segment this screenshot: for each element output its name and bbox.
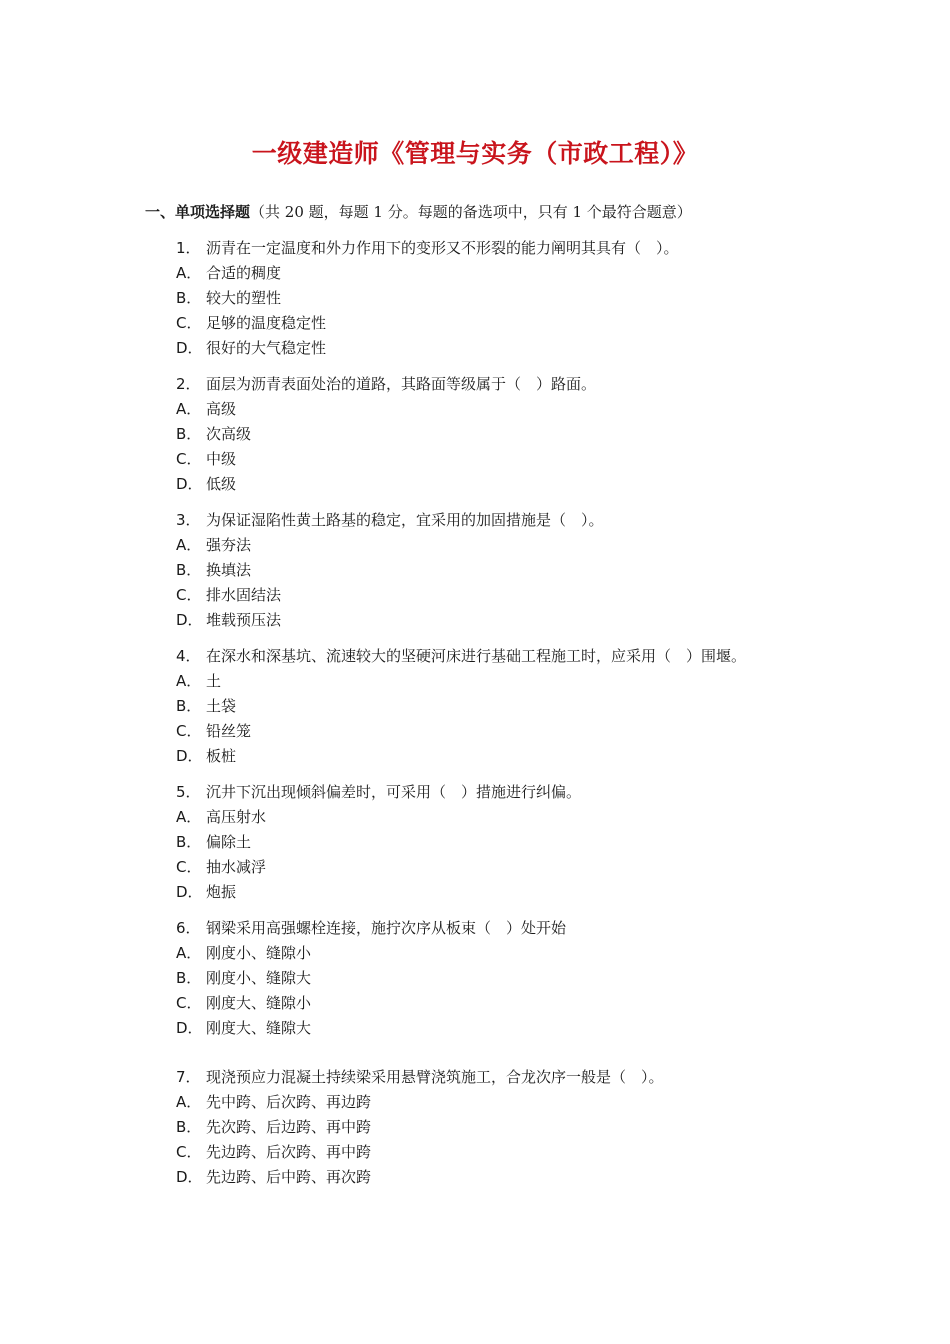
question-text: 现浇预应力混凝土持续梁采用悬臂浇筑施工，合龙次序一般是（ ）。 xyxy=(206,1068,664,1086)
option-letter: C． xyxy=(176,586,202,604)
option-letter: B． xyxy=(176,697,202,715)
question-stem xyxy=(176,236,876,261)
question-text: 在深水和深基坑、流速较大的坚硬河床进行基础工程施工时，应采用（ ）围堰。 xyxy=(206,647,747,665)
option-d xyxy=(176,880,876,905)
option-text: 换填法 xyxy=(206,561,252,579)
option-b xyxy=(176,558,876,583)
option-c xyxy=(176,583,876,608)
option-c xyxy=(176,719,876,744)
option-d xyxy=(176,608,876,633)
option-text: 次高级 xyxy=(206,425,252,443)
option-text: 较大的塑性 xyxy=(206,289,282,307)
section-heading: 一、单项选择题 xyxy=(145,203,251,221)
option-text: 合适的稠度 xyxy=(206,264,282,282)
option-text: 刚度小、缝隙大 xyxy=(206,969,312,987)
option-a xyxy=(176,805,876,830)
question-number: 6． xyxy=(176,919,201,937)
option-text: 先边跨、后次跨、再中跨 xyxy=(206,1143,372,1161)
option-text: 高级 xyxy=(206,400,237,418)
option-letter: A． xyxy=(176,672,202,690)
question-number: 1． xyxy=(176,239,201,257)
option-text: 足够的温度稳定性 xyxy=(206,314,327,332)
question-stem xyxy=(176,644,876,669)
option-letter: C． xyxy=(176,994,202,1012)
option-text: 刚度小、缝隙小 xyxy=(206,944,312,962)
option-letter: D． xyxy=(176,1168,203,1186)
option-text: 低级 xyxy=(206,475,237,493)
option-d xyxy=(176,1165,876,1190)
option-text: 偏除土 xyxy=(206,833,252,851)
option-letter: C． xyxy=(176,314,202,332)
option-letter: B． xyxy=(176,969,202,987)
option-text: 炮振 xyxy=(206,883,237,901)
question-stem xyxy=(176,916,876,941)
option-letter: B． xyxy=(176,1118,202,1136)
question-number: 5． xyxy=(176,783,201,801)
option-d xyxy=(176,336,876,361)
option-letter: C． xyxy=(176,858,202,876)
option-letter: C． xyxy=(176,450,202,468)
question-7 xyxy=(176,1065,876,1190)
option-text: 高压射水 xyxy=(206,808,267,826)
question-text: 钢梁采用高强螺栓连接，施拧次序从板束（ ）处开始 xyxy=(206,919,567,937)
option-letter: A． xyxy=(176,536,202,554)
option-c xyxy=(176,991,876,1016)
question-stem xyxy=(176,508,876,533)
option-letter: D． xyxy=(176,339,203,357)
option-letter: A． xyxy=(176,264,202,282)
option-text: 刚度大、缝隙大 xyxy=(206,1019,312,1037)
option-a xyxy=(176,533,876,558)
option-d xyxy=(176,472,876,497)
option-b xyxy=(176,286,876,311)
option-c xyxy=(176,311,876,336)
option-b xyxy=(176,1115,876,1140)
question-1 xyxy=(176,236,876,361)
question-stem xyxy=(176,780,876,805)
option-d xyxy=(176,1016,876,1041)
option-c xyxy=(176,1140,876,1165)
option-a xyxy=(176,261,876,286)
option-text: 土袋 xyxy=(206,697,237,715)
option-letter: A． xyxy=(176,944,202,962)
option-letter: B． xyxy=(176,561,202,579)
option-letter: D． xyxy=(176,475,203,493)
option-letter: A． xyxy=(176,1093,202,1111)
option-letter: A． xyxy=(176,400,202,418)
option-text: 排水固结法 xyxy=(206,586,282,604)
option-text: 中级 xyxy=(206,450,237,468)
option-a xyxy=(176,397,876,422)
option-text: 抽水减浮 xyxy=(206,858,267,876)
option-b xyxy=(176,966,876,991)
option-text: 先次跨、后边跨、再中跨 xyxy=(206,1118,372,1136)
question-4 xyxy=(176,644,876,769)
option-b xyxy=(176,422,876,447)
option-a xyxy=(176,669,876,694)
option-text: 刚度大、缝隙小 xyxy=(206,994,312,1012)
option-letter: C． xyxy=(176,722,202,740)
section-note: （共 20 题，每题 1 分。每题的备选项中，只有 1 个最符合题意） xyxy=(250,203,692,221)
option-letter: C． xyxy=(176,1143,202,1161)
option-letter: D． xyxy=(176,883,203,901)
option-letter: B． xyxy=(176,425,202,443)
question-stem xyxy=(176,1065,876,1090)
option-text: 铅丝笼 xyxy=(206,722,252,740)
question-list xyxy=(176,236,876,1201)
question-text: 面层为沥青表面处治的道路，其路面等级属于（ ）路面。 xyxy=(206,375,597,393)
option-letter: B． xyxy=(176,833,202,851)
option-c xyxy=(176,855,876,880)
section-header xyxy=(145,201,692,222)
question-number: 3． xyxy=(176,511,201,529)
option-b xyxy=(176,830,876,855)
option-text: 堆载预压法 xyxy=(206,611,282,629)
question-number: 4． xyxy=(176,647,201,665)
option-b xyxy=(176,694,876,719)
question-text: 沥青在一定温度和外力作用下的变形又不形裂的能力阐明其具有（ ）。 xyxy=(206,239,679,257)
question-number: 7． xyxy=(176,1068,201,1086)
option-letter: A． xyxy=(176,808,202,826)
option-letter: D． xyxy=(176,747,203,765)
option-text: 很好的大气稳定性 xyxy=(206,339,327,357)
option-letter: D． xyxy=(176,611,203,629)
option-text: 先中跨、后次跨、再边跨 xyxy=(206,1093,372,1111)
question-text: 为保证湿陷性黄土路基的稳定，宜采用的加固措施是（ ）。 xyxy=(206,511,604,529)
option-a xyxy=(176,1090,876,1115)
document-title: 一级建造师《管理与实务（市政工程）》 xyxy=(251,139,699,168)
question-5 xyxy=(176,780,876,905)
question-stem xyxy=(176,372,876,397)
option-text: 强夯法 xyxy=(206,536,252,554)
option-text: 板桩 xyxy=(206,747,237,765)
option-d xyxy=(176,744,876,769)
question-3 xyxy=(176,508,876,633)
option-text: 先边跨、后中跨、再次跨 xyxy=(206,1168,372,1186)
question-6 xyxy=(176,916,876,1041)
option-letter: B． xyxy=(176,289,202,307)
option-text: 土 xyxy=(206,672,222,690)
question-number: 2． xyxy=(176,375,201,393)
question-text: 沉井下沉出现倾斜偏差时，可采用（ ）措施进行纠偏。 xyxy=(206,783,582,801)
option-letter: D． xyxy=(176,1019,203,1037)
option-a xyxy=(176,941,876,966)
question-2 xyxy=(176,372,876,497)
option-c xyxy=(176,447,876,472)
